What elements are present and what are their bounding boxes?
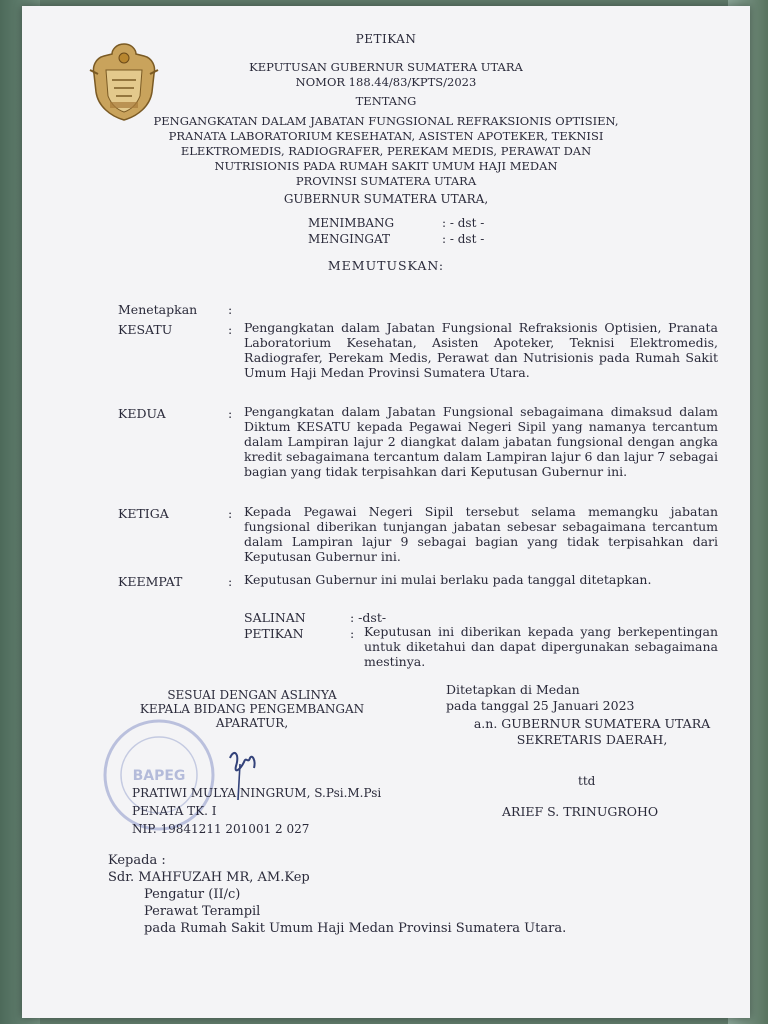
mengingat-label: MENGINGAT xyxy=(308,232,390,246)
recipient-place: pada Rumah Sakit Umum Haji Medan Provinsi Sumatera Utara. xyxy=(144,921,567,936)
article-colon: : xyxy=(228,506,233,521)
ttd-mark: ttd xyxy=(578,774,596,788)
left-signer-block xyxy=(132,784,381,838)
salinan-label: SALINAN xyxy=(244,610,306,625)
sign-line: KEPALA BIDANG PENGEMBANGAN xyxy=(139,702,365,716)
right-signature-heading xyxy=(442,716,742,748)
document-page xyxy=(22,6,750,1018)
sign-line: APARATUR, xyxy=(215,716,289,730)
recipient-rank: Pengatur (II/c) xyxy=(144,887,241,902)
article-label-ketiga: KETIGA xyxy=(118,506,169,521)
decree-title: KEPUTUSAN GUBERNUR SUMATERA UTARA xyxy=(249,60,523,74)
date-issued: pada tanggal 25 Januari 2023 xyxy=(446,698,635,713)
left-signer-name: PRATIWI MULYA NINGRUM, S.Psi.M.Psi xyxy=(132,786,382,800)
signer-title: SEKRETARIS DAERAH, xyxy=(516,732,668,747)
place-issued: Ditetapkan di Medan xyxy=(446,682,580,697)
decree-subject xyxy=(22,114,750,189)
right-signer-name: ARIEF S. TRINUGROHO xyxy=(502,804,659,819)
subject-line: PROVINSI SUMATERA UTARA xyxy=(295,174,477,188)
menimbang-value: : - dst - xyxy=(442,216,485,230)
on-behalf: a.n. GUBERNUR SUMATERA UTARA xyxy=(473,716,711,731)
article-text-keempat: Keputusan Gubernur ini mulai berlaku pada tanggal ditetapkan. xyxy=(244,572,652,587)
petikan-text: Keputusan ini diberikan kepada yang berkepentingan untuk diketahui dan dapat dipergunakan sebagaimana mestinya. xyxy=(364,624,718,669)
article-colon: : xyxy=(228,406,233,421)
stamp-text: BAPEG xyxy=(132,768,186,784)
decide-heading: MEMUTUSKAN: xyxy=(327,258,445,273)
decree-number: NOMOR 188.44/83/KPTS/2023 xyxy=(295,75,477,89)
recipient-block xyxy=(108,852,566,937)
salinan-value: : -dst- xyxy=(350,610,387,625)
article-text-kedua: Pengangkatan dalam Jabatan Fungsional sebagaimana dimaksud dalam Diktum KESATU kepada Pegawai Negeri Sipil yang namanya tercantum dalam Lampiran lajur 2 diangkat dalam jabatan fungsional dengan angka kredit sebagaimana tercantum dalam Lampiran lajur 6 dan lajur 7 sebagai bagian yang tidak terpisahkan dari Keputusan Gubernur ini. xyxy=(244,404,718,479)
menetapkan-colon: : xyxy=(228,302,233,317)
subject-line: PENGANGKATAN DALAM JABATAN FUNGSIONAL REFRAKSIONIS OPTISIEN, xyxy=(153,114,619,128)
sign-line: SESUAI DENGAN ASLINYA xyxy=(167,688,337,702)
article-label-kedua: KEDUA xyxy=(118,406,166,421)
petikan-label: PETIKAN xyxy=(244,626,304,641)
right-signature-date xyxy=(446,682,635,714)
left-signer-nip: NIP. 19841211 201001 2 027 xyxy=(132,822,310,836)
document-type: PETIKAN xyxy=(355,32,417,46)
left-signer-rank: PENATA TK. I xyxy=(132,804,217,818)
mengingat-value: : - dst - xyxy=(442,232,485,246)
article-text-kesatu: Pengangkatan dalam Jabatan Fungsional Refraksionis Optisien, Pranata Laboratorium Kesehatan, Asisten Apoteker, Teknisi Elektromedis, Radiografer, Perekam Medis, Perawat dan Nutrisionis pada Rumah Sakit Umum Haji Medan Provinsi Sumatera Utara. xyxy=(244,320,718,380)
menetapkan-label: Menetapkan xyxy=(118,302,198,317)
menimbang-label: MENIMBANG xyxy=(308,216,395,230)
subject-line: PRANATA LABORATORIUM KESEHATAN, ASISTEN APOTEKER, TEKNISI xyxy=(168,129,604,143)
article-label-kesatu: KESATU xyxy=(118,322,173,337)
subject-line: ELEKTROMEDIS, RADIOGRAFER, PEREKAM MEDIS, PERAWAT DAN xyxy=(180,144,592,158)
decree-heading xyxy=(22,60,750,90)
recipient-position: Perawat Terampil xyxy=(144,904,261,919)
governor-heading: GUBERNUR SUMATERA UTARA, xyxy=(283,192,489,206)
article-label-keempat: KEEMPAT xyxy=(118,574,183,589)
recipient-label: Kepada : xyxy=(108,853,166,868)
article-colon: : xyxy=(228,574,233,589)
article-colon: : xyxy=(228,322,233,337)
article-text-ketiga: Kepada Pegawai Negeri Sipil tersebut selama memangku jabatan fungsional diberikan tunjangan jabatan sebesar sebagaimana tercantum dalam Lampiran lajur 9 sebagai bagian yang tidak terpisahkan dari Keputusan Gubernur ini. xyxy=(244,504,718,564)
about-label: TENTANG xyxy=(355,94,417,108)
petikan-colon: : xyxy=(350,626,355,641)
subject-line: NUTRISIONIS PADA RUMAH SAKIT UMUM HAJI MEDAN xyxy=(214,159,558,173)
recipient-name: Sdr. MAHFUZAH MR, AM.Kep xyxy=(108,870,310,885)
